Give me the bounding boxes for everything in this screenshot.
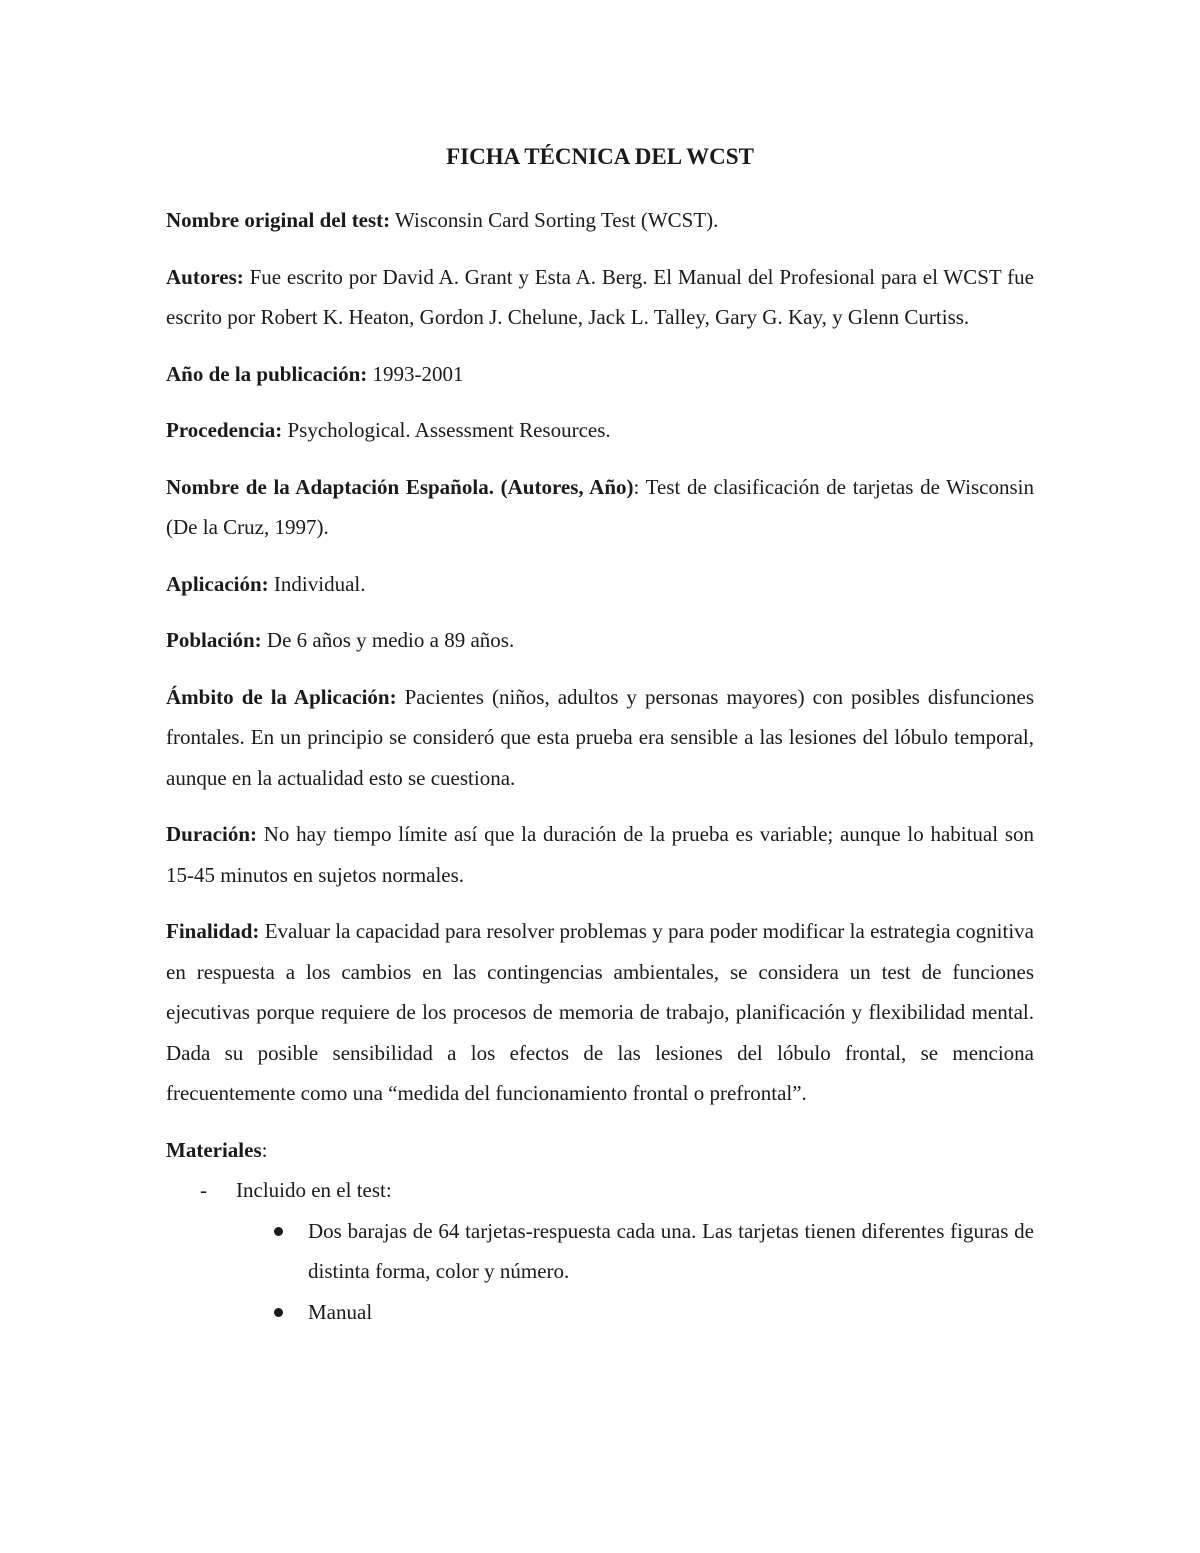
field-population bbox=[166, 620, 1034, 661]
field-label: Duración: bbox=[166, 822, 257, 846]
field-authors bbox=[166, 257, 1034, 338]
field-label: Nombre de la Adaptación Española. (Autores, Año) bbox=[166, 474, 634, 499]
list-item bbox=[166, 1292, 1034, 1333]
field-publication-year bbox=[166, 354, 1034, 395]
field-value: No hay tiempo límite así que la duración de la prueba es variable; aunque lo habitual son 15-45 minutos en sujetos normales. bbox=[166, 822, 1034, 887]
field-application bbox=[166, 564, 1034, 605]
field-origin bbox=[166, 410, 1034, 451]
field-label: Aplicación: bbox=[166, 571, 269, 596]
field-duration bbox=[166, 814, 1034, 895]
field-label: Año de la publicación: bbox=[166, 361, 368, 386]
bullet-icon bbox=[274, 1308, 283, 1317]
field-label: Autores: bbox=[166, 264, 244, 289]
materials-heading bbox=[166, 1130, 1034, 1171]
list-item-included bbox=[166, 1170, 1034, 1211]
materials-label: Materiales bbox=[166, 1137, 262, 1162]
field-label: Finalidad: bbox=[166, 919, 260, 943]
field-purpose bbox=[166, 911, 1034, 1114]
field-value: Pacientes (niños, adultos y personas mayores) con posibles disfunciones frontales. En un principio se consideró que esta prueba era sensible a las lesiones del lóbulo temporal, aunque en la actualidad esto se cuestiona. bbox=[166, 684, 1034, 790]
field-value: : Test de clasificación de tarjetas de Wisconsin (De la Cruz, 1997). bbox=[166, 474, 1035, 539]
field-label: Procedencia: bbox=[166, 418, 283, 442]
field-value: Psychological. Assessment Resources. bbox=[282, 418, 611, 442]
list-item-label: Incluido en el test: bbox=[236, 1178, 392, 1202]
document-title: FICHA TÉCNICA DEL WCST bbox=[446, 144, 754, 169]
field-value: De 6 años y medio a 89 años. bbox=[261, 628, 515, 652]
field-value: Fue escrito por David A. Grant y Esta A. Berg. El Manual del Profesional para el WCST fue escrito por Robert K. Heaton, Gordon J. Chelune, Jack L. Talley, Gary G. Kay, y Glenn Curtiss. bbox=[166, 264, 1034, 329]
field-spanish-adaptation bbox=[166, 467, 1034, 548]
document-page bbox=[166, 140, 1034, 1332]
list-item bbox=[166, 1211, 1034, 1292]
list-item-text: Dos barajas de 64 tarjetas-respuesta cada una. Las tarjetas tienen diferentes figuras de distinta forma, color y número. bbox=[308, 1218, 1034, 1283]
field-value: Wisconsin Card Sorting Test (WCST). bbox=[390, 208, 719, 232]
field-value: Evaluar la capacidad para resolver problemas y para poder modificar la estrategia cognitiva en respuesta a los cambios en las contingencias ambientales, se considera un test de funciones ejecutivas porque requiere de los procesos de memoria de trabajo, planificación y flexibilidad mental. Dada su posible sensibilidad a los efectos de las lesiones del lóbulo frontal, se menciona frecuentemente como una “medida del funcionamiento frontal o prefrontal”. bbox=[166, 919, 1034, 1105]
field-label: Ámbito de la Aplicación: bbox=[166, 684, 397, 709]
field-original-name bbox=[166, 200, 1034, 241]
field-value: Individual. bbox=[268, 571, 366, 596]
materials-colon: : bbox=[261, 1137, 268, 1162]
field-scope bbox=[166, 677, 1034, 799]
bullet-icon bbox=[274, 1227, 283, 1236]
list-item-text: Manual bbox=[308, 1299, 373, 1324]
field-label: Población: bbox=[166, 628, 262, 652]
dash-marker: - bbox=[200, 1178, 207, 1202]
field-label: Nombre original del test: bbox=[166, 208, 391, 232]
field-value: 1993-2001 bbox=[367, 361, 464, 386]
